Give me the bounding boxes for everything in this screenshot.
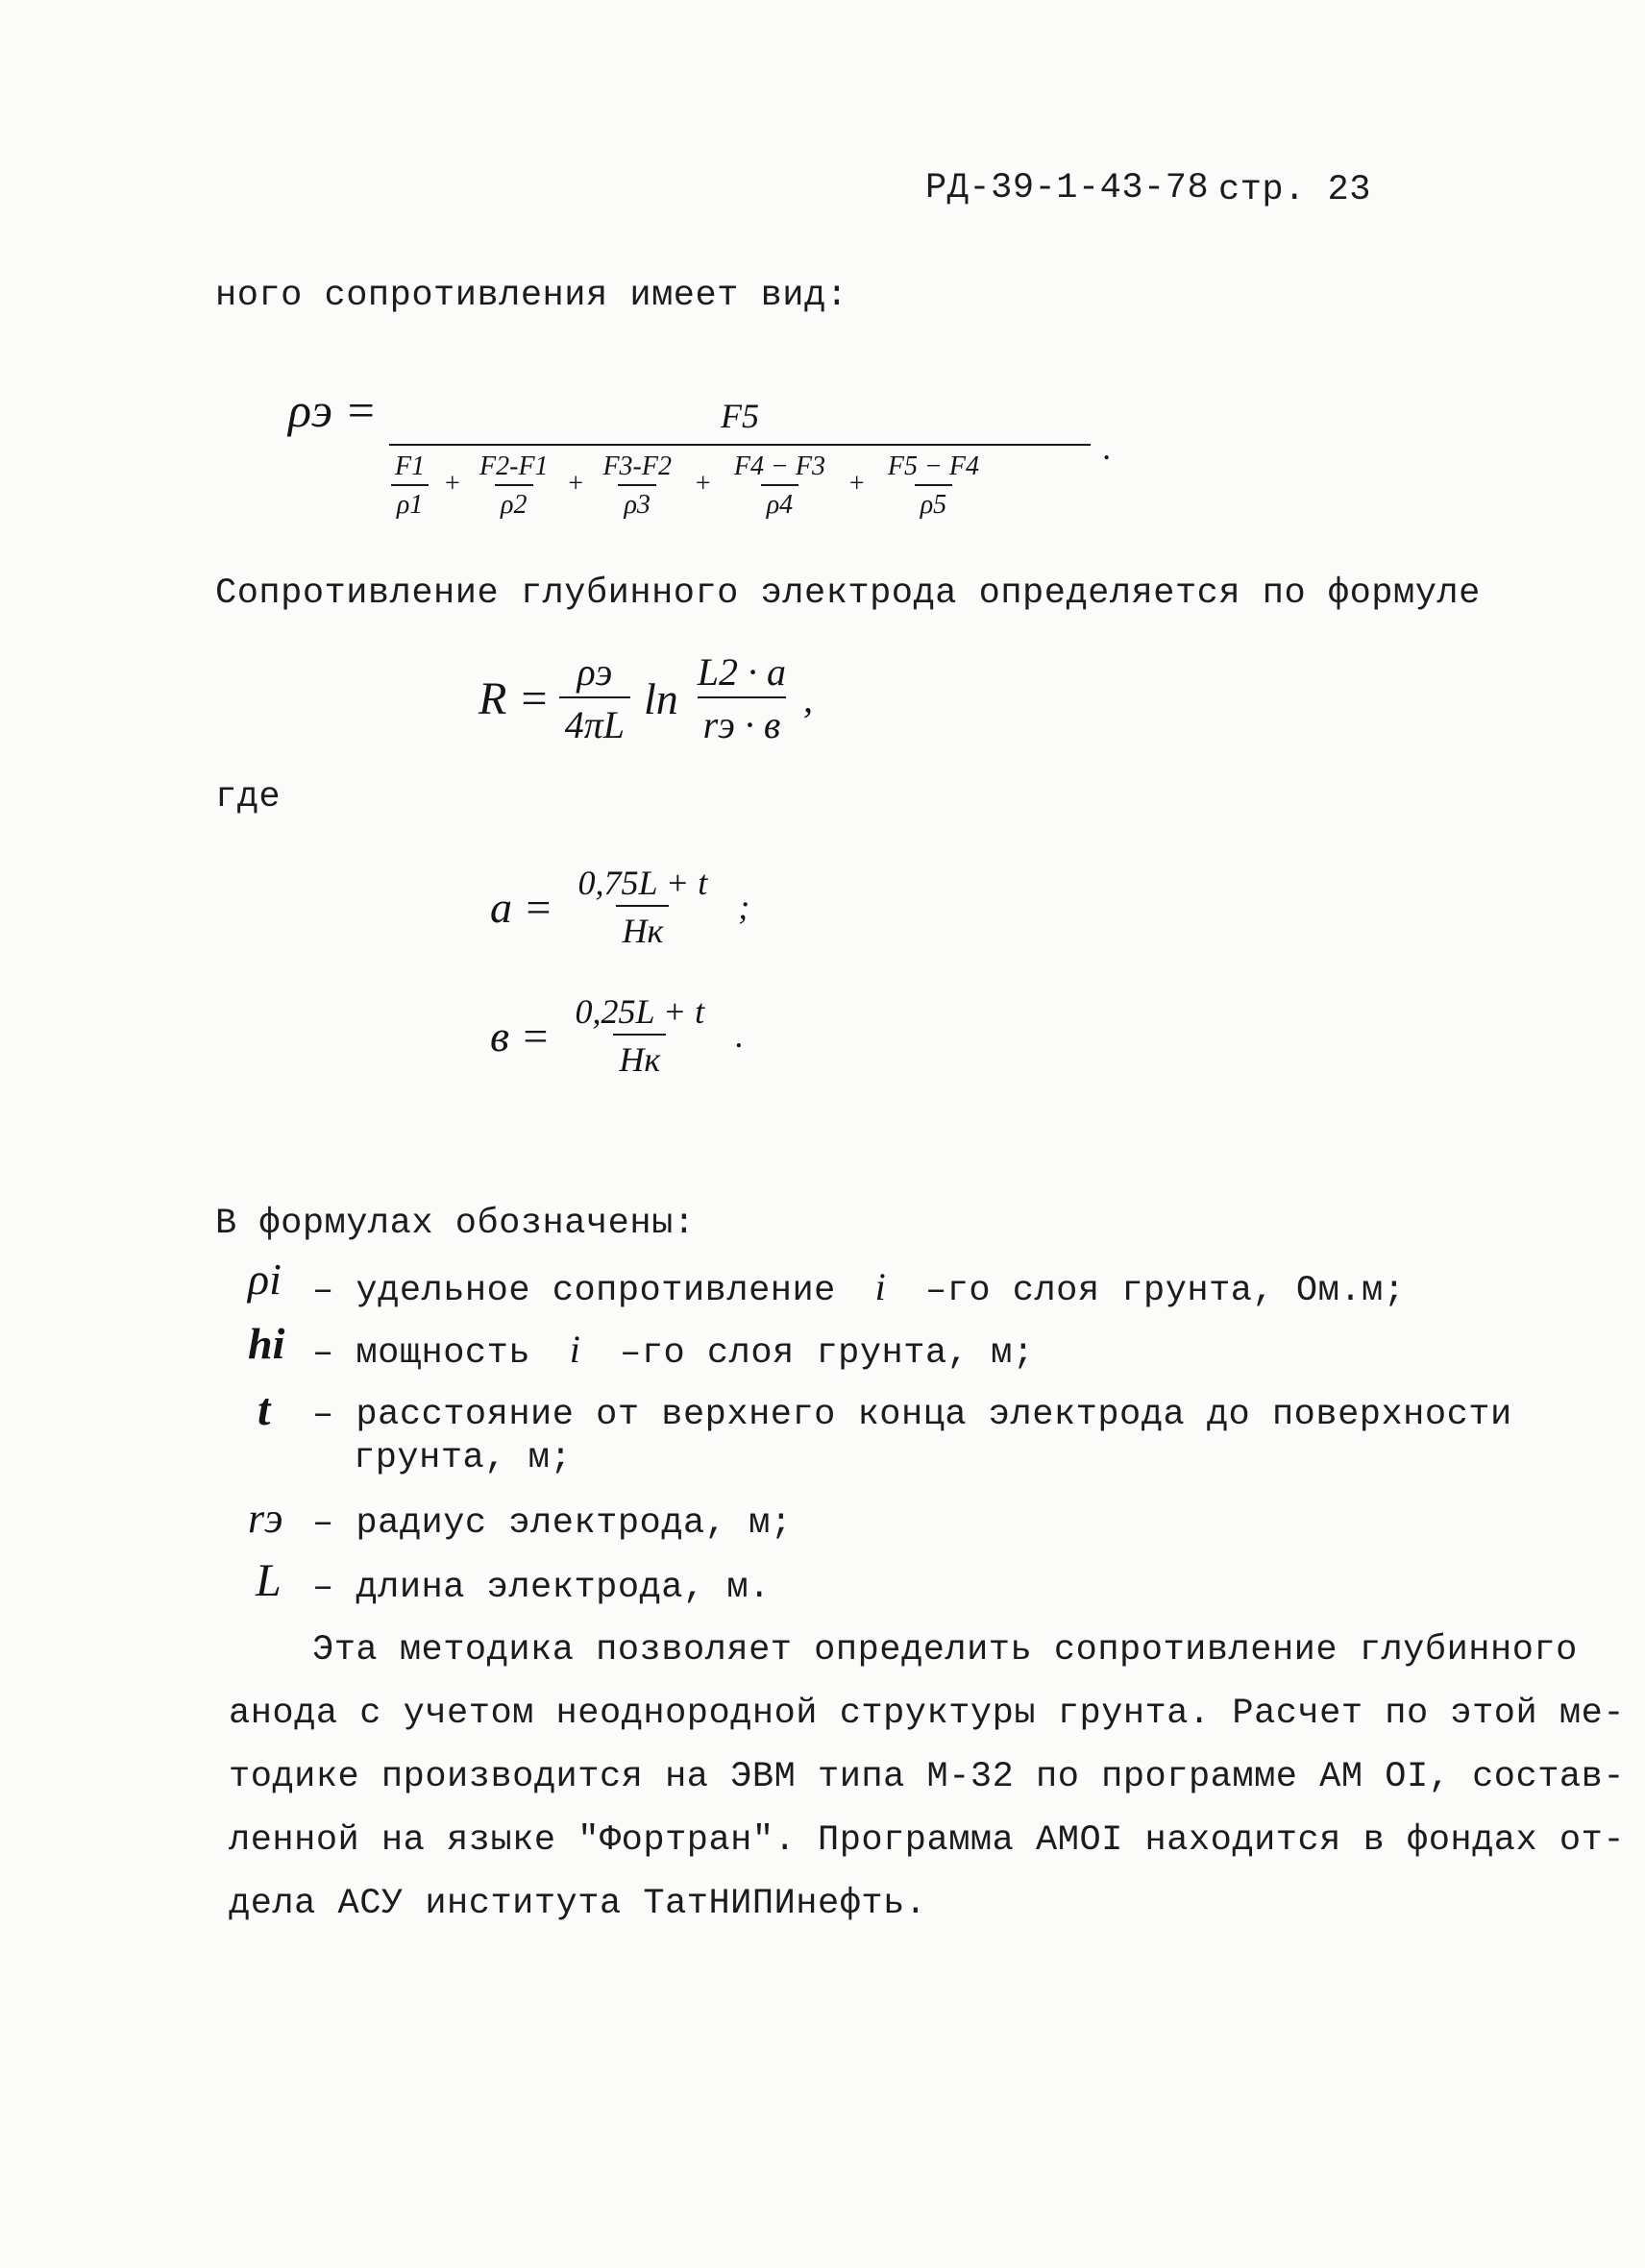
formula-rho-lhs: ρэ =	[288, 383, 378, 437]
legend-item-h: – мощность i –го слоя грунта, м;	[312, 1328, 1035, 1374]
document-code: РД-39-1-43-78	[925, 168, 1210, 208]
legend-item-t-cont: грунта, м;	[354, 1438, 573, 1478]
paragraph-line-4: ленной на языке "Фортран". Программа АМОI находится в фондах от-	[229, 1820, 1626, 1861]
formula-b-lhs: в =	[490, 1011, 551, 1061]
paragraph-line-2: анода с учетом неоднородной структуры грунта. Расчет по этой ме-	[229, 1694, 1626, 1734]
legend-item-r: – радиус электрода, м;	[312, 1503, 793, 1544]
formula-R-frac1: $\frac{\rho э}{4\pi L}$	[559, 649, 630, 747]
formula-a-lhs: a =	[490, 882, 553, 932]
legend-title: В формулах обозначены:	[215, 1204, 696, 1244]
formula-rho-denominator: $\frac{F1}{\rho 1}$ + $\frac{F2-F1}{\rho 2}$ + $\frac{F3-F2}{\rho 3}$ + $\frac{F4 - F3}{\rho 4}$ + $\frac{F5 - F4}{\rho 5}$	[389, 451, 985, 521]
denominator-term-1: $\frac{F1}{\rho 1}$	[389, 451, 430, 521]
legend-symbol-h: hi	[248, 1319, 285, 1368]
formula-b-frac: $\frac{0,25L + t}{Hк}$	[575, 992, 705, 1079]
formula-b	[490, 991, 744, 1080]
formula-rho-end: .	[1103, 428, 1112, 467]
paragraph-line-1: Эта методика позволяет определить сопротивление глубинного	[312, 1630, 1578, 1671]
formula-rho-main-bar	[389, 444, 1091, 446]
formula-R-ln: ln	[644, 673, 678, 723]
legend-item-L: – длина электрода, м.	[312, 1568, 771, 1608]
denominator-term-2: $\frac{F2-F1}{\rho 2}$	[479, 451, 549, 520]
formula-rho-numerator: F5	[721, 397, 759, 435]
intro-line: ного сопротивления имеет вид:	[215, 276, 848, 316]
denominator-term-4: $\frac{F4 - F3}{\rho 4}$	[733, 451, 825, 520]
where-label: где	[215, 777, 282, 817]
legend-symbol-L: L	[256, 1555, 282, 1606]
legend-symbol-rho: ρi	[248, 1255, 282, 1304]
paragraph-line-3: тодике производится на ЭВМ типа М-32 по программе АМ ОI, состав-	[229, 1757, 1626, 1797]
paragraph-line-5: дела АСУ института ТатНИПИнефть.	[229, 1884, 927, 1924]
legend-symbol-t: t	[258, 1384, 271, 1435]
denominator-term-5: $\frac{F5 - F4}{\rho 5}$	[887, 451, 980, 520]
formula-a-end: ;	[738, 888, 750, 926]
legend-item-t: – расстояние от верхнего конца электрода до поверхности	[312, 1395, 1512, 1435]
formula-R	[479, 649, 813, 747]
formula-a-frac: $\frac{0,75L + t}{Hк}$	[577, 864, 708, 950]
formula-R-end: ,	[803, 676, 814, 720]
legend-symbol-r: rэ	[248, 1495, 283, 1542]
formula-R-frac2: $\frac{L2 \cdot a}{rэ \cdot в}$	[697, 650, 787, 746]
denominator-term-3: $\frac{F3-F2}{\rho 3}$	[602, 451, 672, 520]
page-number: стр. 23	[1218, 170, 1371, 210]
resistance-line: Сопротивление глубинного электрода определяется по формуле	[215, 573, 1481, 614]
formula-b-end: .	[735, 1016, 745, 1055]
formula-R-lhs: R =	[479, 672, 550, 724]
legend-item-rho: – удельное сопротивление i –го слоя грунта, Ом.м;	[312, 1265, 1406, 1311]
formula-a	[490, 863, 749, 951]
